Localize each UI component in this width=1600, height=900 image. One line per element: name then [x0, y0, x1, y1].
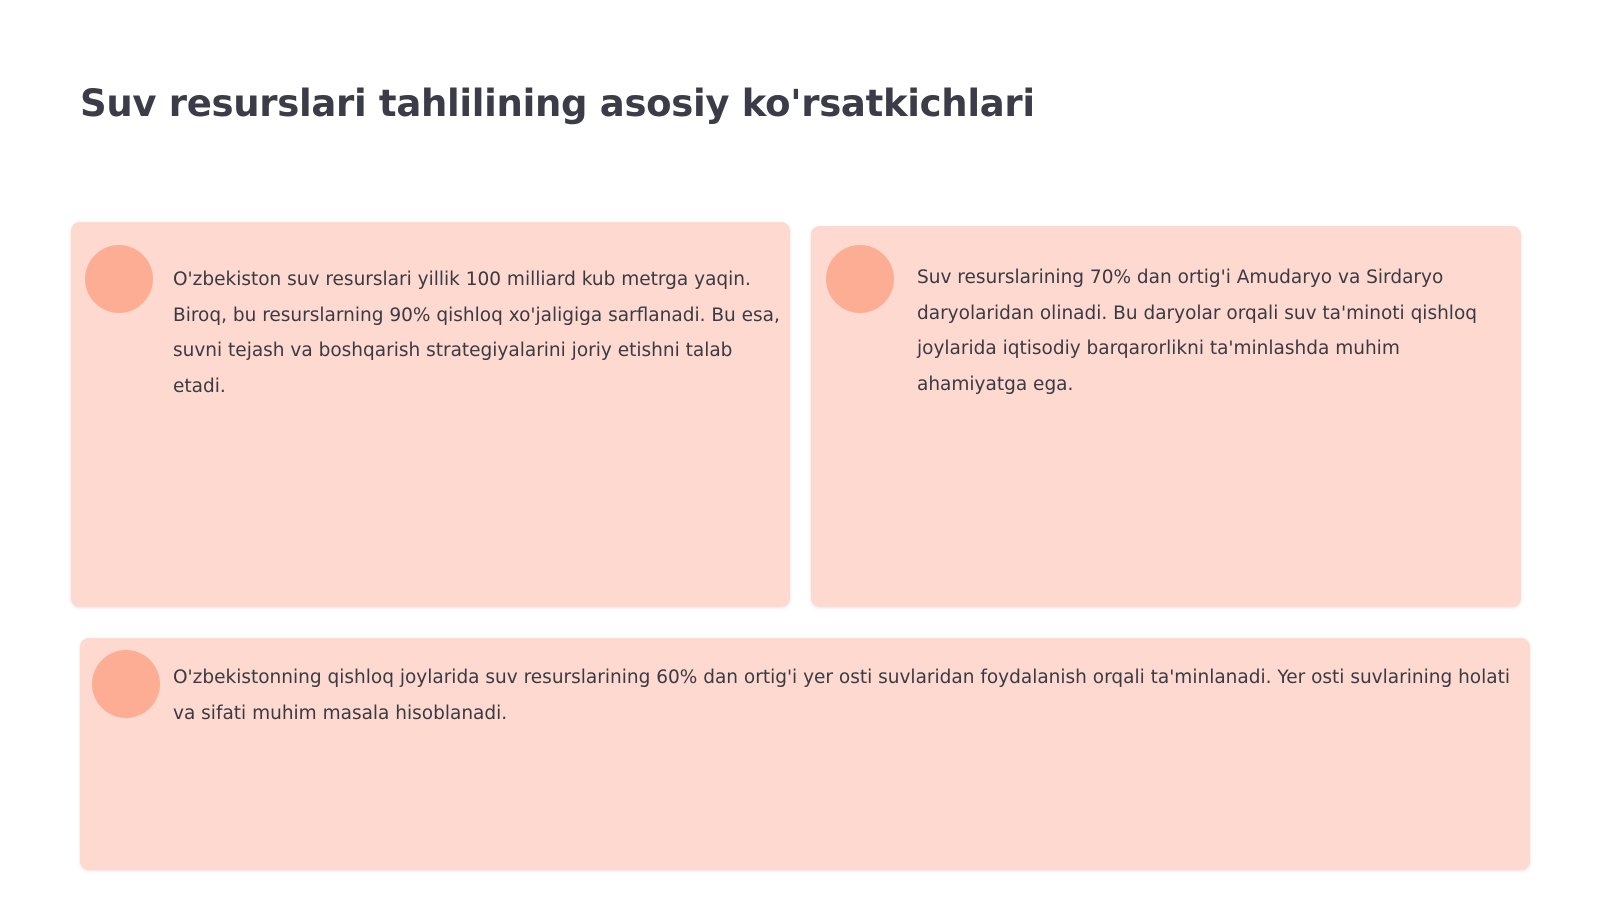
card-text: O'zbekistonning qishloq joylarida suv resurslarining 60% dan ortig'i yer osti suvlaridan foydalanish orqali ta'minlanadi. Yer osti suvlarining holati va sifati muhim masala hisoblanadi.	[173, 667, 1510, 724]
circle-bullet-icon	[85, 245, 153, 313]
circle-bullet-icon	[92, 650, 160, 718]
card-text: O'zbekiston suv resurslari yillik 100 milliard kub metrga yaqin. Biroq, bu resurslarning 90% qishloq xo'jaligiga sarflanadi. Bu esa, suvni tejash va boshqarish strategiyalarini joriy etishni talab etadi.	[173, 269, 780, 397]
card-text: Suv resurslarining 70% dan ortig'i Amudaryo va Sirdaryo daryolaridan olinadi. Bu daryolar orqali suv ta'minoti qishloq joylarida iqtisodiy barqarorlikni ta'minlashda muhim ahamiyatga ega.	[917, 267, 1478, 395]
circle-bullet-icon	[826, 245, 894, 313]
info-card-rivers	[811, 226, 1521, 607]
page-title: Suv resurslari tahlilining asosiy ko'rsatkichlari	[80, 82, 1035, 125]
info-card-water-volume	[71, 222, 790, 607]
info-card-groundwater	[80, 638, 1530, 870]
